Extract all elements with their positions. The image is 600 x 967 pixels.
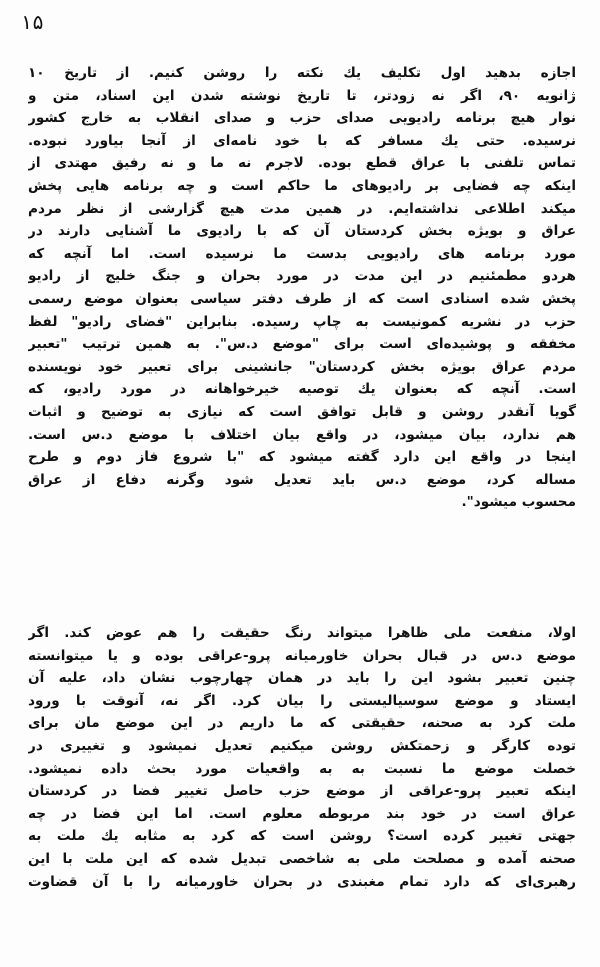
text-line: عراق و بویژه بخش کردستان آن که با رادیوی ما آشنایی دارند در [28, 223, 576, 240]
page-number: ۱۵ [20, 10, 45, 34]
text-line: اولا، منفعت ملی ظاهرا میتواند رنگ حقیقت را هم عوض کند. اگر [28, 625, 576, 641]
text-line: مخفقه و پوشیده‌ای است برای "موضع د.س". به همین ترتیب "تعبیر [28, 336, 576, 353]
text-line: توده کارگر و زحمتکش روشن میکنیم تعدیل نمیشود و تغییری در [28, 737, 576, 754]
text-line: ایستاد و موضع سوسیالیستی را بیان کرد. اگر نه، آنوقت با ورود [28, 692, 576, 709]
text-line: است. آنچه که بعنوان یك توصیه خیرخواهانه در مورد رادیو، که [28, 381, 576, 398]
text-line: حزب در نشریه کمونیست به چاپ رسیده. بنابراین "فضای رادیو" لفظ [28, 313, 576, 330]
paragraph-1 [28, 62, 576, 514]
text-line: پخش شده اسنادی است که از طرف دفتر سیاسی بعنوان موضع رسمی [28, 290, 576, 307]
text-line: مورد برنامه های رادیویی بدست ما نرسیده است. اما آنچه که [28, 245, 576, 262]
text-line: اینجا در واقع این دارد گفته میشود که "با شروع فاز دوم و طرح [28, 449, 576, 466]
text-line: صحنه آمده و مصلحت ملی به شاخصی تبدیل شده که این ملت با این [28, 850, 576, 867]
text-line: هم ندارد، بیان میشود، در واقع بیان اختلاف با موضع د.س است. [28, 426, 576, 443]
text-line: خصلت موضع ما نسبت به به واقعیات مورد بحث داده نمیشود. [28, 760, 576, 777]
text-line: رهبری‌ای که دارد تمام مغبندی در بحران خاورمیانه را با آن قضاوت [28, 873, 576, 890]
text-line: هردو مطمئنیم در این مدت در مورد بحران و جنگ خلیج از رادیو [28, 268, 576, 285]
text-line: نرسیده. حتی یك مسافر که با خود نامه‌ای از آنجا بیاورد نبوده. [28, 132, 576, 149]
text-line: اینکه چه فضایی بر رادیوهای ما حاکم است و چه برنامه هایی پخش [28, 177, 576, 194]
text-line: محسوب میشود". [461, 494, 576, 511]
text-line: نوار هیچ برنامه رادیویی صدای حزب و صدای انقلاب به خارج کشور [28, 110, 576, 127]
text-line: عراق است در خود بند مربوطه معلوم است. اما این فضا در چه [28, 805, 576, 822]
text-line: میکند اطلاعی نداشته‌ایم. در همین مدت هیچ گزارشی از نظر مردم [28, 200, 576, 217]
text-line: موضع د.س در قبال بحران خاورمیانه پرو-عراقی بوده و یا میتوانسته [28, 647, 576, 664]
text-line: ژانویه ۹۰، اگر نه زودتر، تا تاریخ نوشته شدن این اسناد، متن و [28, 87, 576, 104]
text-line: اجازه بدهید اول تکلیف یك نکته را روشن کنیم. از تاریخ ۱۰ [28, 65, 576, 81]
text-line: مساله کرد، موضع د.س باید تعدیل شود وگرنه دفاع از عراق [28, 471, 576, 488]
text-line: چنین تعبیر بشود این را باید در همان چهارچوب نشان داد، علیه آن [28, 670, 576, 687]
text-line: گویا آنقدر روشن و قابل توافق است که نیازی به توضیح و اثبات [28, 403, 576, 420]
text-line: مردم عراق بویژه بخش کردستان" جانشینی برای تعبیر خود نویسنده [28, 358, 576, 375]
text-line: اینکه تعبیر پرو-عراقی از موضع حزب حاصل تغییر فضا در کردستان [28, 783, 576, 800]
text-line: جهتی تغییر کرده است؟ روشن است که کرد به مثابه یك ملت به [28, 828, 576, 845]
text-line: ملت کرد به صحنه، حقیقتی که ما داریم در این موضع مان برای [28, 715, 576, 732]
paragraph-2 [28, 622, 576, 893]
text-line: تماس تلفنی با عراق قطع بوده. لاجرم نه ما و نه رفیق مهتدی از [28, 155, 576, 172]
